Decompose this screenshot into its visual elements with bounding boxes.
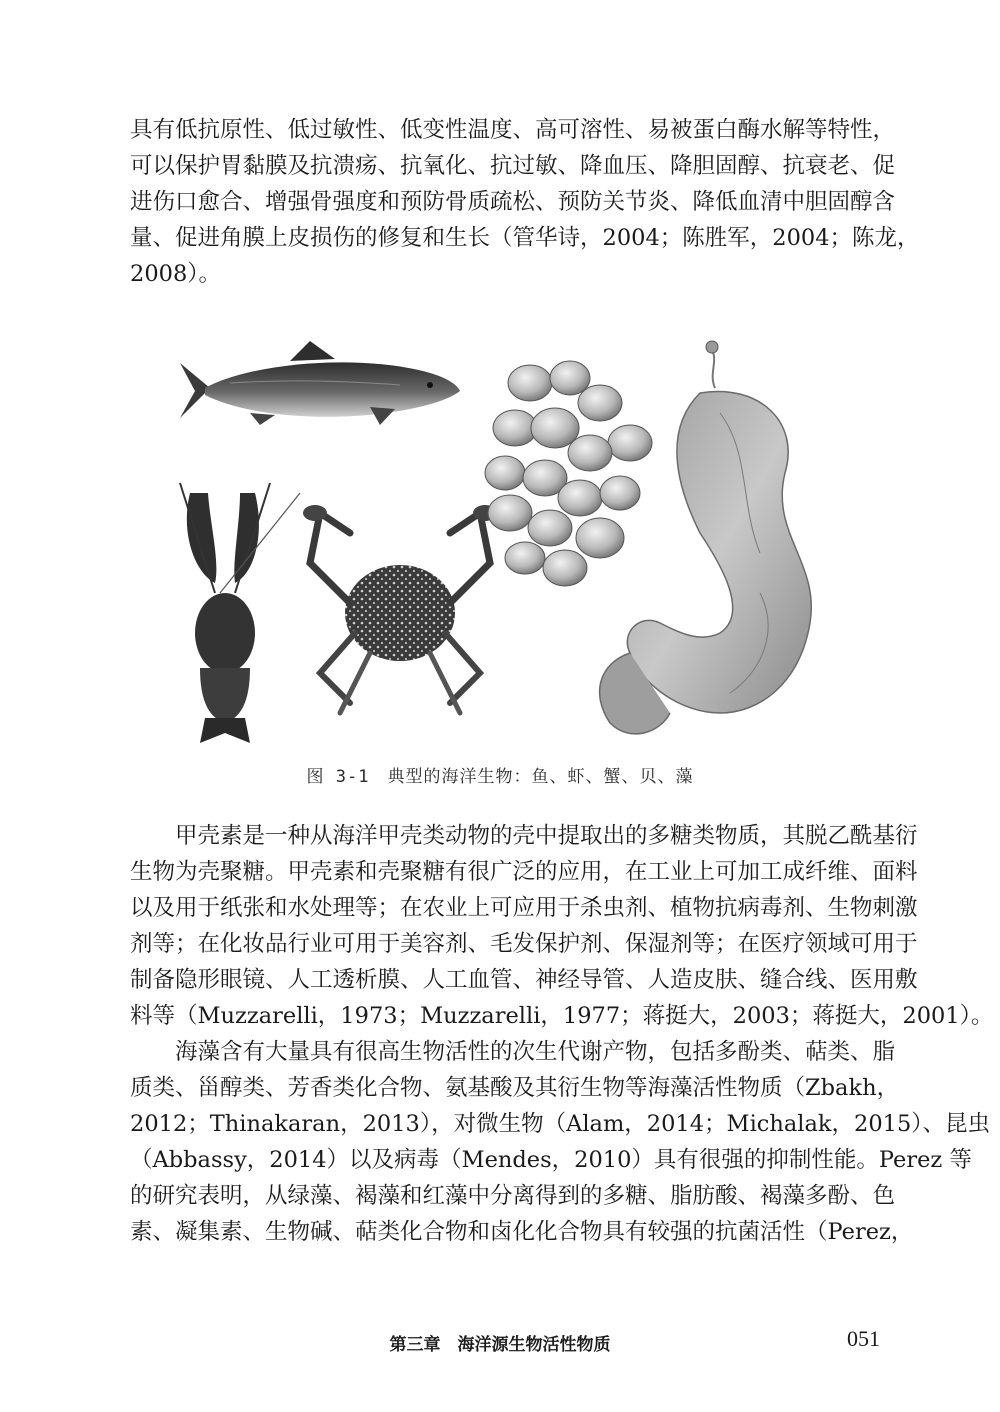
- clams-image: [485, 361, 652, 586]
- text-line: 海藻含有大量具有很高生物活性的次生代谢产物，包括多酚类、萜类、脂: [130, 1039, 896, 1065]
- text-line: 以及用于纸张和水处理等；在农业上可应用于杀虫剂、植物抗病毒剂、生物刺激: [130, 895, 918, 921]
- text-line: 甲壳素是一种从海洋甲壳类动物的壳中提取出的多糖类物质，其脱乙酰基衍: [130, 823, 918, 849]
- text-line: 料等（Muzzarelli，1973；Muzzarelli，1977；蒋挺大，2003；蒋挺大，2001）。: [130, 1003, 994, 1029]
- figure-illustration: [160, 333, 880, 753]
- paragraph-collagen-properties: [130, 112, 920, 292]
- text-line: 可以保护胃黏膜及抗溃疡、抗氧化、抗过敏、降血压、降胆固醇、抗衰老、促: [130, 153, 896, 179]
- chapter-title: 第三章 海洋源生物活性物质: [389, 1335, 611, 1355]
- text-line: 生物为壳聚糖。甲壳素和壳聚糖有很广泛的应用，在工业上可加工成纤维、面料: [130, 859, 918, 885]
- text-line: （Abbassy，2014）以及病毒（Mendes，2010）具有很强的抑制性能。Perez 等: [130, 1147, 972, 1173]
- text-line: 质类、甾醇类、芳香类化合物、氨基酸及其衍生物等海藻活性物质（Zbakh，: [130, 1075, 900, 1101]
- paragraph-seaweed: [130, 1034, 991, 1250]
- text-line: 制备隐形眼镜、人工透析膜、人工血管、神经导管、人造皮肤、缝合线、医用敷: [130, 967, 918, 993]
- text-line: 进伤口愈合、增强骨强度和预防骨质疏松、预防关节炎、降低血清中胆固醇含: [130, 189, 896, 215]
- paragraph-chitin: [130, 818, 994, 1034]
- text-line: 剂等；在化妆品行业可用于美容剂、毛发保护剂、保湿剂等；在医疗领域可用于: [130, 931, 918, 957]
- figure-caption: 图 3-1 典型的海洋生物：鱼、虾、蟹、贝、藻: [306, 767, 694, 787]
- text-line: 的研究表明，从绿藻、褐藻和红藻中分离得到的多糖、脂肪酸、褐藻多酚、色: [130, 1183, 896, 1209]
- seaweed-image: [600, 341, 812, 734]
- page-number: 051: [847, 1326, 880, 1351]
- crab-image: [303, 505, 497, 713]
- page-footer: [0, 1326, 1000, 1360]
- text-line: 具有低抗原性、低过敏性、低变性温度、高可溶性、易被蛋白酶水解等特性，: [130, 117, 896, 143]
- lobster-image: [180, 483, 300, 743]
- text-line: 2012；Thinakaran，2013），对微生物（Alam，2014；Michalak，2015）、昆虫: [130, 1111, 991, 1137]
- fish-image: [180, 341, 460, 425]
- figure-marine-organisms: [160, 333, 880, 753]
- text-line: 量、促进角膜上皮损伤的修复和生长（管华诗，2004；陈胜军，2004；陈龙，: [130, 225, 920, 251]
- text-line: 素、凝集素、生物碱、萜类化合物和卤化化合物具有较强的抗菌活性（Perez，: [130, 1219, 914, 1245]
- text-line: 2008）。: [130, 261, 222, 287]
